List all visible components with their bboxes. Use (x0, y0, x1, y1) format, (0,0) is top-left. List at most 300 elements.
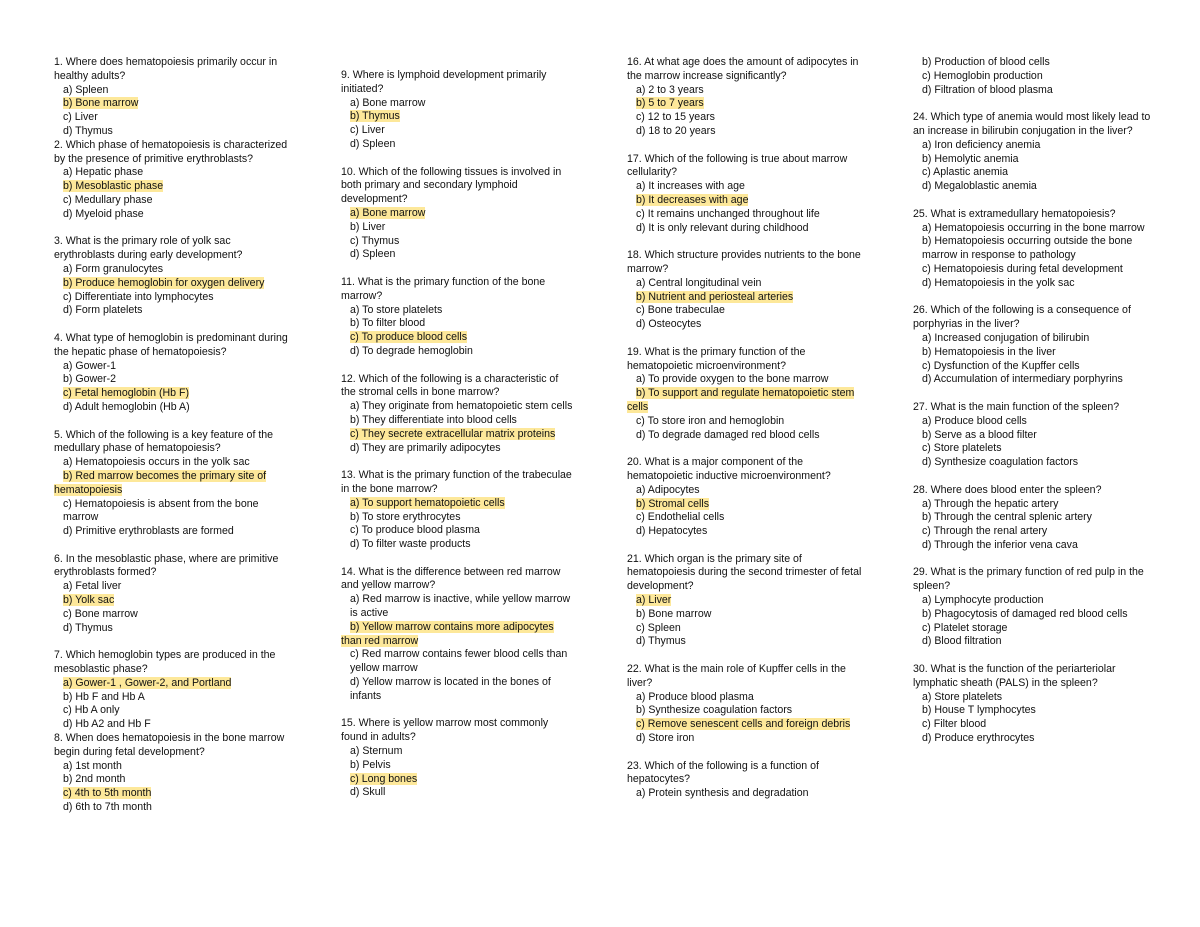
answer-option (627, 277, 863, 291)
question-stem: 26. Which of the following is a consequence of porphyrias in the liver? (913, 304, 1131, 331)
answer-option (54, 525, 290, 539)
answer-option (54, 498, 290, 526)
option-text: c) 4th to 5th month (63, 787, 152, 800)
option-text: c) Bone marrow (63, 607, 138, 620)
option-text: d) Spleen (350, 248, 396, 261)
answer-option (54, 401, 290, 415)
answer-option-highlighted (341, 428, 573, 442)
option-text: a) Gower-1 (63, 359, 116, 372)
option-text: b) Phagocytosis of damaged red blood cells (922, 607, 1128, 620)
option-text: d) Synthesize coagulation factors (922, 456, 1079, 469)
option-text: c) Liver (350, 124, 385, 137)
option-text: d) Thymus (63, 621, 113, 634)
question-block (54, 139, 290, 222)
answer-option (627, 525, 863, 539)
answer-option (54, 622, 290, 636)
answer-option-highlighted (627, 97, 863, 111)
answer-option (913, 70, 1153, 84)
option-text: a) Produce blood plasma (636, 690, 754, 703)
answer-option (627, 180, 863, 194)
question-block (913, 111, 1153, 194)
answer-option (54, 194, 290, 208)
answer-option (913, 539, 1153, 553)
option-text: d) Adult hemoglobin (Hb A) (63, 400, 190, 413)
option-text: c) Through the renal artery (922, 525, 1048, 538)
question-block (913, 208, 1153, 291)
answer-option (627, 222, 863, 236)
option-text: d) Filtration of blood plasma (922, 83, 1053, 96)
question-stem: 4. What type of hemoglobin is predominant during the hepatic phase of hematopoiesis? (54, 331, 288, 358)
option-text: b) Produce hemoglobin for oxygen delivery (63, 276, 265, 289)
answer-option-highlighted (54, 594, 290, 608)
answer-option-highlighted (54, 387, 290, 401)
option-text: a) Red marrow is inactive, while yellow marrow is active (350, 593, 571, 620)
answer-option (627, 84, 863, 98)
question-stem: 10. Which of the following tissues is involved in both primary and secondary lymphoid development? (341, 165, 562, 206)
question-block (913, 304, 1153, 387)
option-text: b) To store erythrocytes (350, 510, 461, 523)
answer-option (341, 442, 573, 456)
option-text: b) Hb F and Hb A (63, 690, 145, 703)
question-stem: 2. Which phase of hematopoiesis is characterized by the presence of primitive erythroblasts? (54, 138, 288, 165)
answer-option (913, 415, 1153, 429)
answer-option (54, 111, 290, 125)
question-block (54, 429, 290, 539)
question-stem: 8. When does hematopoiesis in the bone marrow begin during fetal development? (54, 732, 285, 758)
option-text: c) Medullary phase (63, 193, 153, 206)
answer-option-highlighted (627, 498, 863, 512)
option-text: a) Bone marrow (350, 206, 426, 219)
question-block (54, 235, 290, 318)
question-block (627, 346, 863, 443)
answer-option (913, 166, 1153, 180)
column-3 (627, 56, 863, 801)
answer-option (913, 718, 1153, 732)
option-text: a) To provide oxygen to the bone marrow (636, 373, 829, 386)
answer-option (913, 346, 1153, 360)
answer-option (54, 801, 290, 815)
answer-option (627, 511, 863, 525)
option-text: c) To produce blood cells (350, 331, 467, 344)
answer-option (54, 704, 290, 718)
answer-option (627, 373, 863, 387)
question-stem: 7. Which hemoglobin types are produced in the mesoblastic phase? (54, 649, 276, 676)
column-2 (341, 69, 573, 800)
option-text: b) Yolk sac (63, 594, 115, 607)
answer-option (913, 277, 1153, 291)
answer-option (54, 291, 290, 305)
option-text: a) Through the hepatic artery (922, 497, 1059, 510)
option-text: d) Primitive erythroblasts are formed (63, 525, 234, 538)
question-block (627, 249, 863, 332)
option-text: b) To support and regulate hematopoietic stem cells (627, 387, 855, 413)
answer-option (913, 525, 1153, 539)
answer-option-highlighted (341, 621, 573, 649)
answer-option (341, 221, 573, 235)
answer-option (627, 111, 863, 125)
option-text: d) Megaloblastic anemia (922, 180, 1037, 193)
option-text: c) 12 to 15 years (636, 111, 715, 124)
answer-option-highlighted (54, 677, 290, 691)
option-text: d) To filter waste products (350, 538, 471, 551)
question-stem: 11. What is the primary function of the bone marrow? (341, 275, 546, 302)
question-block (627, 153, 863, 236)
answer-option (913, 429, 1153, 443)
option-text: b) Hematopoiesis in the liver (922, 345, 1056, 358)
question-block (627, 56, 863, 139)
option-text: b) Hemolytic anemia (922, 152, 1019, 165)
option-text: a) Hematopoiesis occurring in the bone marrow (922, 221, 1145, 234)
option-text: b) To filter blood (350, 317, 426, 330)
answer-option (913, 732, 1153, 746)
answer-option (54, 84, 290, 98)
answer-option (341, 235, 573, 249)
option-text: c) Fetal hemoglobin (Hb F) (63, 387, 189, 400)
question-stem: 24. Which type of anemia would most likely lead to an increase in bilirubin conjugation in the liver? (913, 111, 1151, 137)
answer-option (341, 538, 573, 552)
option-text: a) Store platelets (922, 690, 1003, 703)
question-block (341, 717, 573, 800)
question-block (627, 456, 863, 539)
question-block (54, 553, 290, 636)
option-text: d) 6th to 7th month (63, 801, 152, 814)
option-text: d) Yellow marrow is located in the bones of infants (350, 676, 551, 702)
option-text: a) Hematopoiesis occurs in the yolk sac (63, 456, 250, 469)
option-text: c) It remains unchanged throughout life (636, 207, 820, 220)
answer-option-highlighted (341, 773, 573, 787)
question-block (913, 401, 1153, 470)
option-text: c) Differentiate into lymphocytes (63, 290, 214, 303)
question-block (913, 484, 1153, 553)
answer-option (913, 180, 1153, 194)
question-stem: 9. Where is lymphoid development primarily initiated? (341, 69, 547, 95)
answer-option (341, 786, 573, 800)
question-stem: 17. Which of the following is true about marrow cellularity? (627, 152, 848, 179)
answer-option-highlighted (341, 110, 573, 124)
answer-option (341, 676, 573, 704)
answer-option (913, 594, 1153, 608)
answer-option (913, 622, 1153, 636)
answer-option (341, 759, 573, 773)
answer-option (913, 139, 1153, 153)
option-text: c) Hemoglobin production (922, 69, 1043, 82)
answer-option (54, 456, 290, 470)
question-stem: 12. Which of the following is a characteristic of the stromal cells in bone marrow? (341, 372, 559, 399)
answer-option (341, 304, 573, 318)
question-stem: 6. In the mesoblastic phase, where are primitive erythroblasts formed? (54, 552, 279, 579)
answer-option (627, 429, 863, 443)
answer-option-highlighted (341, 207, 573, 221)
answer-option (341, 524, 573, 538)
answer-option (913, 704, 1153, 718)
option-text: a) Gower-1 , Gower-2, and Portland (63, 676, 232, 689)
question-stem: 25. What is extramedullary hematopoiesis? (913, 207, 1116, 220)
option-text: d) Hb A2 and Hb F (63, 718, 151, 731)
option-text: a) 1st month (63, 759, 122, 772)
answer-option (54, 580, 290, 594)
answer-option (627, 415, 863, 429)
option-text: a) It increases with age (636, 180, 745, 193)
option-text: c) Dysfunction of the Kupffer cells (922, 359, 1080, 372)
option-text: a) They originate from hematopoietic stem cells (350, 400, 573, 413)
answer-option (54, 208, 290, 222)
column-1 (54, 56, 290, 815)
answer-option (54, 125, 290, 139)
option-text: c) To store iron and hemoglobin (636, 414, 785, 427)
question-stem: 30. What is the function of the periarteriolar lymphatic sheath (PALS) in the spleen? (913, 663, 1116, 689)
question-block (913, 663, 1153, 746)
question-stem: 23. Which of the following is a function of hepatocytes? (627, 759, 819, 786)
answer-option (627, 622, 863, 636)
option-text: b) Pelvis (350, 758, 391, 771)
option-text: d) Thymus (636, 635, 686, 648)
answer-option (913, 263, 1153, 277)
option-text: a) Increased conjugation of bilirubin (922, 331, 1090, 344)
column-4 (913, 56, 1153, 746)
option-text: c) Thymus (350, 234, 400, 247)
option-text: c) Bone trabeculae (636, 304, 725, 317)
question-block (341, 276, 573, 359)
option-text: d) Accumulation of intermediary porphyrins (922, 373, 1123, 386)
answer-option (54, 263, 290, 277)
option-text: a) Adipocytes (636, 483, 700, 496)
answer-option (341, 248, 573, 262)
option-text: c) Liver (63, 111, 98, 124)
option-text: b) Red marrow becomes the primary site of hematopoiesis (54, 469, 267, 496)
option-text: c) Hb A only (63, 704, 120, 717)
option-text: b) Serve as a blood filter (922, 428, 1037, 441)
option-text: b) Nutrient and periosteal arteries (636, 290, 794, 303)
question-block (54, 732, 290, 815)
answer-option-highlighted (627, 291, 863, 305)
option-text: d) Myeloid phase (63, 207, 144, 220)
question-block (627, 663, 863, 746)
answer-option (54, 691, 290, 705)
answer-option (913, 84, 1153, 98)
question-block (341, 166, 573, 263)
option-text: d) Hematopoiesis in the yolk sac (922, 276, 1075, 289)
answer-option (341, 124, 573, 138)
answer-option (913, 511, 1153, 525)
answer-option (341, 593, 573, 621)
answer-option (627, 635, 863, 649)
answer-option (341, 648, 573, 676)
answer-option (341, 345, 573, 359)
option-text: c) Hematopoiesis during fetal development (922, 262, 1123, 275)
option-text: b) Bone marrow (636, 607, 712, 620)
question-stem: 1. Where does hematopoiesis primarily occur in healthy adults? (54, 56, 278, 82)
question-block (341, 373, 573, 456)
question-stem: 16. At what age does the amount of adipocytes in the marrow increase significantly? (627, 56, 859, 82)
option-text: b) It decreases with age (636, 193, 749, 206)
option-text: d) Form platelets (63, 304, 143, 317)
option-text: d) To degrade damaged red blood cells (636, 428, 820, 441)
answer-option (54, 773, 290, 787)
answer-option (913, 456, 1153, 470)
option-text: a) Iron deficiency anemia (922, 138, 1041, 151)
answer-option (54, 166, 290, 180)
question-stem: 28. Where does blood enter the spleen? (913, 483, 1102, 496)
option-text: c) Platelet storage (922, 621, 1008, 634)
answer-option (627, 704, 863, 718)
option-text: c) Long bones (350, 772, 418, 785)
option-text: c) Endothelial cells (636, 511, 725, 524)
answer-option (341, 400, 573, 414)
answer-option-highlighted (627, 387, 863, 415)
option-text: b) Stromal cells (636, 497, 709, 510)
option-text: c) Remove senescent cells and foreign debris (636, 718, 851, 731)
answer-option-highlighted (54, 97, 290, 111)
option-text: d) Blood filtration (922, 635, 1002, 648)
question-stem: 21. Which organ is the primary site of hematopoiesis during the second trimester of fetal development? (627, 552, 862, 593)
option-text: a) 2 to 3 years (636, 83, 704, 96)
question-stem: 27. What is the main function of the spleen? (913, 400, 1120, 413)
question-block (341, 69, 573, 152)
option-text: d) 18 to 20 years (636, 124, 716, 137)
option-text: c) Filter blood (922, 718, 987, 731)
answer-option (627, 125, 863, 139)
answer-option-highlighted (627, 194, 863, 208)
answer-option (54, 304, 290, 318)
question-stem: 13. What is the primary function of the trabeculae in the bone marrow? (341, 469, 572, 495)
option-text: b) Mesoblastic phase (63, 180, 164, 193)
answer-option (627, 608, 863, 622)
answer-option (54, 608, 290, 622)
answer-option (913, 691, 1153, 705)
answer-option (913, 498, 1153, 512)
question-stem: 15. Where is yellow marrow most commonly found in adults? (341, 717, 549, 744)
question-stem: 3. What is the primary role of yolk sac erythroblasts during early development? (54, 235, 243, 262)
option-text: b) Production of blood cells (922, 56, 1050, 68)
option-text: c) Spleen (636, 621, 681, 634)
answer-option (627, 208, 863, 222)
option-text: d) Store iron (636, 732, 695, 745)
answer-option (627, 691, 863, 705)
option-text: d) Skull (350, 786, 386, 799)
answer-option (341, 138, 573, 152)
answer-option (54, 360, 290, 374)
option-text: b) Bone marrow (63, 97, 139, 110)
answer-option (627, 318, 863, 332)
answer-option (913, 153, 1153, 167)
answer-option (913, 635, 1153, 649)
question-stem: 5. Which of the following is a key feature of the medullary phase of hematopoiesis? (54, 428, 274, 455)
answer-option (913, 373, 1153, 387)
option-text: a) Spleen (63, 83, 109, 96)
question-block (54, 649, 290, 732)
option-text: a) Hepatic phase (63, 166, 144, 179)
answer-option-highlighted (54, 787, 290, 801)
answer-option (913, 442, 1153, 456)
option-text: c) To produce blood plasma (350, 524, 480, 537)
question-block (913, 566, 1153, 649)
question-block (341, 469, 573, 552)
answer-option-highlighted (341, 497, 573, 511)
question-block (54, 56, 290, 139)
option-text: c) Red marrow contains fewer blood cells than yellow marrow (350, 648, 568, 675)
answer-option-highlighted (627, 718, 863, 732)
option-text: a) Lymphocyte production (922, 594, 1044, 607)
answer-option (627, 732, 863, 746)
option-text: d) Produce erythrocytes (922, 732, 1035, 745)
question-block (913, 56, 1153, 97)
option-text: b) Through the central splenic artery (922, 511, 1092, 524)
option-text: a) Form granulocytes (63, 262, 164, 275)
option-text: d) Hepatocytes (636, 525, 708, 538)
question-block (627, 553, 863, 650)
answer-option (341, 414, 573, 428)
option-text: b) Yellow marrow contains more adipocytes than red marrow (341, 620, 554, 647)
answer-option (54, 760, 290, 774)
answer-option-highlighted (54, 180, 290, 194)
option-text: a) Liver (636, 594, 672, 607)
option-text: c) Aplastic anemia (922, 166, 1008, 179)
question-block (627, 760, 863, 801)
answer-option (341, 511, 573, 525)
option-text: a) Produce blood cells (922, 414, 1027, 427)
option-text: b) Synthesize coagulation factors (636, 704, 793, 717)
option-text: c) Store platelets (922, 442, 1002, 455)
question-block (54, 332, 290, 415)
option-text: b) Liver (350, 220, 386, 233)
question-stem: 22. What is the main role of Kupffer cells in the liver? (627, 663, 846, 689)
option-text: a) Protein synthesis and degradation (636, 787, 809, 800)
answer-option (913, 235, 1153, 263)
question-stem: 20. What is a major component of the hematopoietic inductive microenvironment? (627, 456, 831, 482)
option-text: b) Thymus (350, 110, 400, 123)
option-text: a) To store platelets (350, 303, 443, 316)
answer-option-highlighted (54, 470, 290, 498)
option-text: a) To support hematopoietic cells (350, 496, 505, 509)
option-text: d) Thymus (63, 124, 113, 137)
question-stem: 29. What is the primary function of red pulp in the spleen? (913, 566, 1144, 593)
option-text: b) 2nd month (63, 773, 126, 786)
option-text: b) House T lymphocytes (922, 704, 1036, 717)
option-text: b) They differentiate into blood cells (350, 413, 517, 426)
option-text: d) They are primarily adipocytes (350, 441, 501, 454)
option-text: d) Spleen (350, 137, 396, 150)
question-stem: 14. What is the difference between red marrow and yellow marrow? (341, 565, 561, 592)
answer-option (913, 608, 1153, 622)
answer-option-highlighted (627, 594, 863, 608)
option-text: d) It is only relevant during childhood (636, 221, 809, 234)
answer-option (627, 304, 863, 318)
answer-option-highlighted (54, 277, 290, 291)
answer-option (54, 373, 290, 387)
answer-option (54, 718, 290, 732)
answer-option (913, 222, 1153, 236)
option-text: b) Hematopoiesis occurring outside the bone marrow in response to pathology (922, 235, 1133, 262)
answer-option (341, 745, 573, 759)
question-stem: 19. What is the primary function of the hematopoietic microenvironment? (627, 345, 806, 372)
option-text: c) Hematopoiesis is absent from the bone marrow (63, 497, 259, 524)
question-stem: 18. Which structure provides nutrients to the bone marrow? (627, 249, 861, 275)
option-text: a) Fetal liver (63, 580, 122, 593)
question-block (341, 566, 573, 704)
option-text: c) They secrete extracellular matrix proteins (350, 427, 556, 440)
answer-option (627, 484, 863, 498)
option-text: b) Gower-2 (63, 373, 116, 386)
answer-option (341, 317, 573, 331)
option-text: a) Central longitudinal vein (636, 276, 762, 289)
answer-option (913, 332, 1153, 346)
answer-option (627, 787, 863, 801)
answer-option (913, 360, 1153, 374)
option-text: d) Osteocytes (636, 318, 702, 331)
option-text: a) Sternum (350, 745, 403, 758)
option-text: d) To degrade hemoglobin (350, 344, 473, 357)
answer-option-highlighted (341, 331, 573, 345)
